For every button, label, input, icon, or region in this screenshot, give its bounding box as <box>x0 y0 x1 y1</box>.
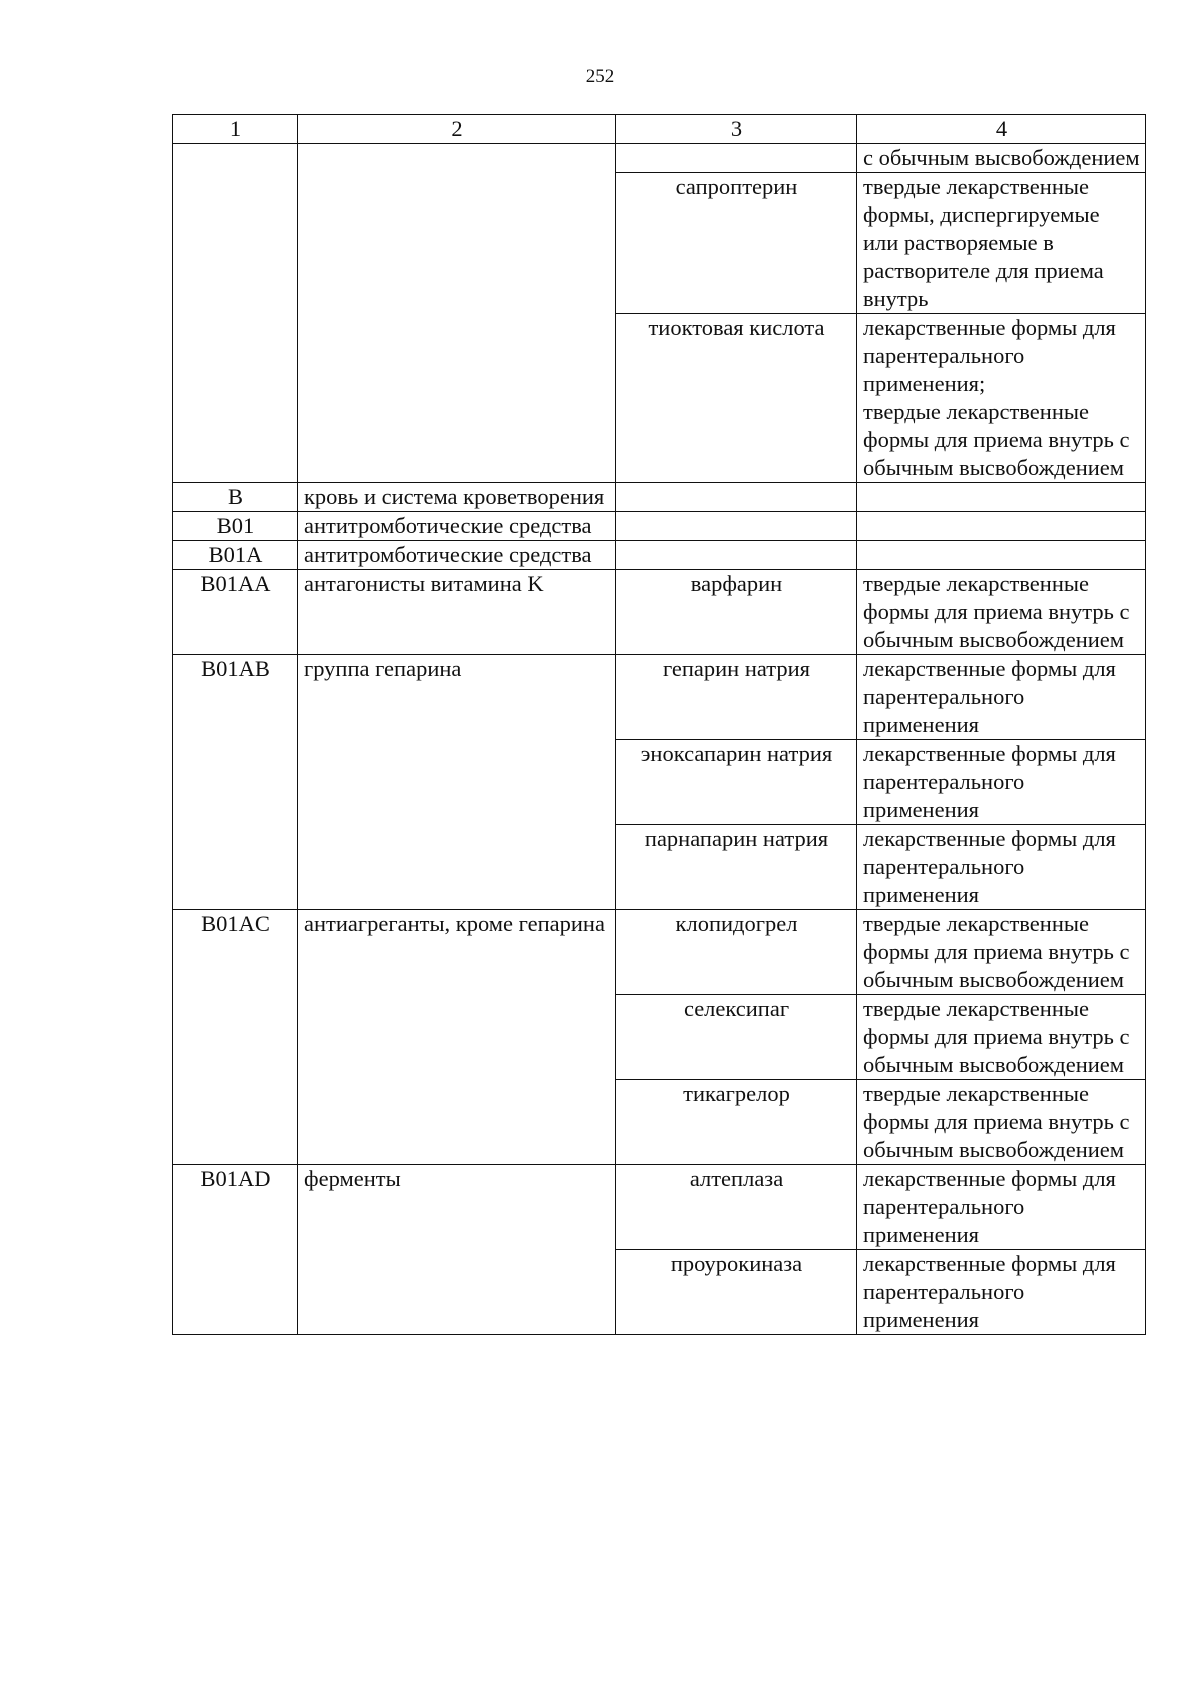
dosage-form-cell: лекарственные формы для парентерального применения <box>857 825 1146 910</box>
group-name-cell: антиагреганты, кроме гепарина <box>298 910 616 1165</box>
drug-name-cell: варфарин <box>616 570 857 655</box>
header-col-2: 2 <box>298 115 616 144</box>
drug-name-cell: алтеплаза <box>616 1165 857 1250</box>
table-row <box>173 483 1146 512</box>
group-name-cell: группа гепарина <box>298 655 616 910</box>
dosage-form-cell <box>857 541 1146 570</box>
dosage-form-cell: лекарственные формы для парентерального применения <box>857 655 1146 740</box>
drug-name-cell: тиоктовая кислота <box>616 314 857 483</box>
table-row <box>173 1165 1146 1250</box>
page-number: 252 <box>585 66 615 87</box>
table-row <box>173 512 1146 541</box>
dosage-form-cell <box>857 512 1146 541</box>
drug-name-cell: эноксапарин натрия <box>616 740 857 825</box>
table-row <box>173 144 1146 173</box>
dosage-form-cell: твердые лекарственные формы для приема внутрь с обычным высвобождением <box>857 570 1146 655</box>
group-name-cell: ферменты <box>298 1165 616 1335</box>
table-row <box>173 541 1146 570</box>
dosage-form-cell: твердые лекарственные формы для приема внутрь с обычным высвобождением <box>857 910 1146 995</box>
dosage-form-cell: лекарственные формы для парентерального применения <box>857 740 1146 825</box>
dosage-form-cell: лекарственные формы для парентерального применения; твердые лекарственные формы для приема внутрь с обычным высвобождением <box>857 314 1146 483</box>
drug-name-cell <box>616 512 857 541</box>
drug-name-cell: сапроптерин <box>616 173 857 314</box>
table-row <box>173 570 1146 655</box>
drug-name-cell <box>616 541 857 570</box>
drug-name-cell: клопидогрел <box>616 910 857 995</box>
table-body <box>173 115 1146 1335</box>
dosage-form-cell: лекарственные формы для парентерального применения <box>857 1165 1146 1250</box>
atc-code-cell: B01A <box>173 541 298 570</box>
drug-name-cell <box>616 144 857 173</box>
drug-name-cell: проурокиназа <box>616 1250 857 1335</box>
dosage-form-cell: лекарственные формы для парентерального применения <box>857 1250 1146 1335</box>
drug-name-cell: гепарин натрия <box>616 655 857 740</box>
drug-name-cell: парнапарин натрия <box>616 825 857 910</box>
header-row <box>173 115 1146 144</box>
medicines-table <box>172 114 1146 1335</box>
atc-code-cell <box>173 144 298 483</box>
dosage-form-cell: твердые лекарственные формы для приема внутрь с обычным высвобождением <box>857 1080 1146 1165</box>
header-col-1: 1 <box>173 115 298 144</box>
drug-name-cell <box>616 483 857 512</box>
atc-code-cell: B01AA <box>173 570 298 655</box>
header-col-4: 4 <box>857 115 1146 144</box>
table-row <box>173 910 1146 995</box>
dosage-form-cell: твердые лекарственные формы для приема внутрь с обычным высвобождением <box>857 995 1146 1080</box>
dosage-form-cell: твердые лекарственные формы, диспергируемые или растворяемые в растворителе для приема внутрь <box>857 173 1146 314</box>
group-name-cell: кровь и система кроветворения <box>298 483 616 512</box>
drug-name-cell: тикагрелор <box>616 1080 857 1165</box>
dosage-form-cell: с обычным высвобождением <box>857 144 1146 173</box>
atc-code-cell: B01 <box>173 512 298 541</box>
table-row <box>173 655 1146 740</box>
atc-code-cell: B01AD <box>173 1165 298 1335</box>
dosage-form-cell <box>857 483 1146 512</box>
atc-code-cell: B01AB <box>173 655 298 910</box>
atc-code-cell: B01AC <box>173 910 298 1165</box>
atc-code-cell: B <box>173 483 298 512</box>
group-name-cell: антитромботические средства <box>298 541 616 570</box>
group-name-cell: антитромботические средства <box>298 512 616 541</box>
group-name-cell: антагонисты витамина K <box>298 570 616 655</box>
drug-name-cell: селексипаг <box>616 995 857 1080</box>
group-name-cell <box>298 144 616 483</box>
header-col-3: 3 <box>616 115 857 144</box>
